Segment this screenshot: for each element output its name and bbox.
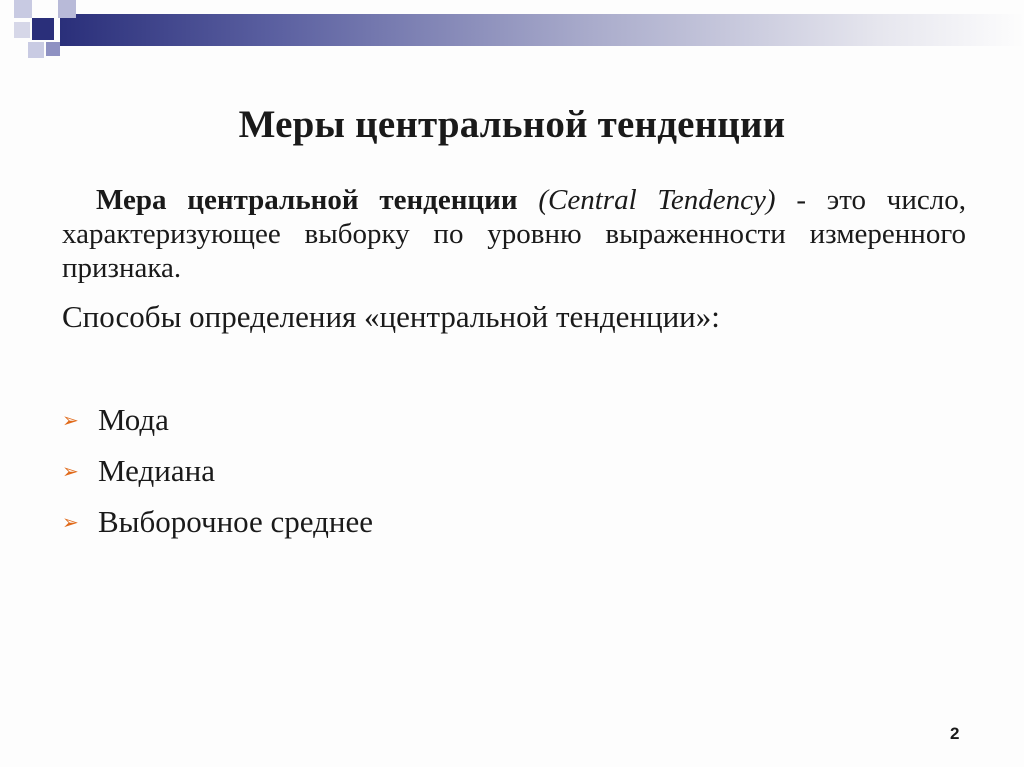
decorative-square [14,22,30,38]
list-item [62,445,862,496]
decorative-square [46,42,60,56]
list-item-label: Медиана [98,452,215,488]
decorative-square [32,18,54,40]
definition-term: Мера центральной тенденции [96,184,518,216]
slide-title: Меры центральной тенденции [238,103,786,146]
decorative-square [28,42,44,58]
methods-list [62,394,862,547]
definition-english-term: (Central Tendency) [538,184,776,216]
header-gradient-bar [60,14,1024,46]
arrow-bullet-icon: ➢ [62,407,79,432]
list-item-label: Выборочное среднее [98,503,374,539]
definition-paragraph [62,183,966,285]
list-item [62,496,862,547]
methods-heading: Способы определения «центральной тенденции»: [62,299,720,334]
decorative-square [58,0,76,18]
list-item-label: Мода [98,401,169,437]
page-number: 2 [950,724,960,743]
list-item [62,394,862,445]
decorative-square [14,0,32,18]
arrow-bullet-icon: ➢ [62,458,79,483]
arrow-bullet-icon: ➢ [62,509,79,534]
definition-text: - это число, характеризующее выборку по уровню выраженности измеренного признака. [62,184,967,284]
